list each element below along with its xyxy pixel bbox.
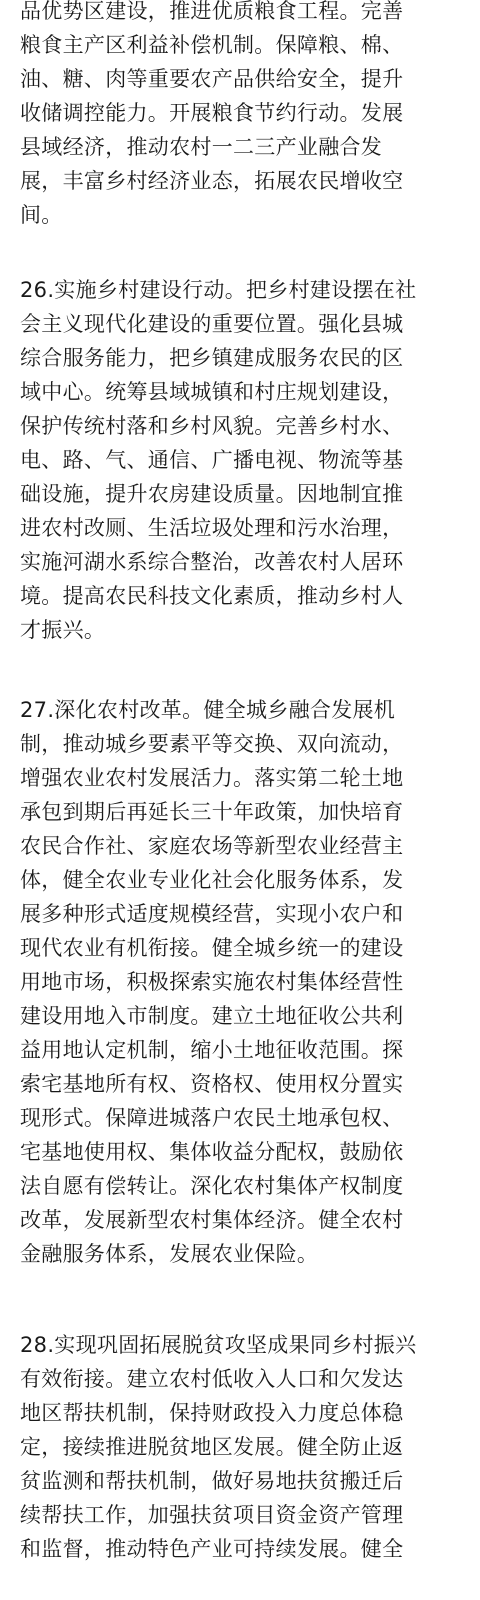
text-line: 现形式。保障进城落户农民土地承包权、: [20, 1106, 404, 1130]
text-line: 现代农业有机衔接。健全城乡统一的建设: [20, 936, 404, 960]
text-line: 承包到期后再延长三十年政策，加快培育: [20, 800, 404, 824]
text-line: 展，丰富乡村经济业态，拓展农民增收空: [20, 169, 404, 193]
text-line: 农民合作社、家庭农场等新型农业经营主: [20, 834, 404, 858]
text-line: 金融服务体系，发展农业保险。: [20, 1242, 319, 1266]
text-line: 展多种形式适度规模经营，实现小农户和: [20, 902, 404, 926]
text-line: 实施河湖水系综合整治，改善农村人居环: [20, 550, 404, 574]
paragraph-item-26-rural-construction: [20, 273, 460, 647]
text-line: 宅基地使用权、集体收益分配权，鼓励依: [20, 1140, 404, 1164]
text-line: 用地市场，积极探索实施农村集体经营性: [20, 970, 404, 994]
text-line: 法自愿有偿转让。深化农村集体产权制度: [20, 1174, 404, 1198]
text-line: 改革，发展新型农村集体经济。健全农村: [20, 1208, 404, 1232]
paragraph-item-27-rural-reform: [20, 693, 460, 1271]
text-line: 县域经济，推动农村一二三产业融合发: [20, 135, 383, 159]
text-line: 增强农业农村发展活力。落实第二轮土地: [20, 766, 404, 790]
text-line: 才振兴。: [20, 618, 106, 642]
text-line: 贫监测和帮扶机制，做好易地扶贫搬迁后: [20, 1469, 404, 1493]
text-line: 油、糖、肉等重要农产品供给安全，提升: [20, 67, 404, 91]
text-line: 索宅基地所有权、资格权、使用权分置实: [20, 1072, 404, 1096]
text-line: 制，推动城乡要素平等交换、双向流动，: [20, 732, 404, 756]
text-line: 保护传统村落和乡村风貌。完善乡村水、: [20, 414, 404, 438]
text-line: 28.实现巩固拓展脱贫攻坚成果同乡村振兴: [20, 1333, 417, 1357]
text-line: 益用地认定机制，缩小土地征收范围。探: [20, 1038, 404, 1062]
text-line: 域中心。统筹县域城镇和村庄规划建设，: [20, 380, 404, 404]
text-line: 定，接续推进脱贫地区发展。健全防止返: [20, 1435, 404, 1459]
text-line: 电、路、气、通信、广播电视、物流等基: [20, 448, 404, 472]
text-line: 品优势区建设，推进优质粮食工程。完善: [20, 0, 404, 23]
text-line: 27.深化农村改革。健全城乡融合发展机: [20, 698, 396, 722]
text-line: 会主义现代化建设的重要位置。强化县城: [20, 312, 404, 336]
text-line: 收储调控能力。开展粮食节约行动。发展: [20, 101, 404, 125]
text-line: 地区帮扶机制，保持财政投入力度总体稳: [20, 1401, 404, 1425]
text-line: 体，健全农业专业化社会化服务体系，发: [20, 868, 404, 892]
text-line: 进农村改厕、生活垃圾处理和污水治理，: [20, 516, 404, 540]
text-line: 有效衔接。建立农村低收入人口和欠发达: [20, 1367, 404, 1391]
text-line: 综合服务能力，把乡镇建成服务农民的区: [20, 346, 404, 370]
paragraph-grain-and-county-economy: [20, 0, 460, 232]
text-line: 粮食主产区利益补偿机制。保障粮、棉、: [20, 33, 404, 57]
text-line: 间。: [20, 203, 63, 227]
text-line: 境。提高农民科技文化素质，推动乡村人: [20, 584, 404, 608]
text-line: 础设施，提升农房建设质量。因地制宜推: [20, 482, 404, 506]
text-line: 和监督，推动特色产业可持续发展。健全: [20, 1537, 404, 1561]
text-line: 建设用地入市制度。建立土地征收公共利: [20, 1004, 404, 1028]
text-line: 26.实施乡村建设行动。把乡村建设摆在社: [20, 278, 417, 302]
paragraph-item-28-poverty-alleviation: [20, 1328, 460, 1566]
text-line: 续帮扶工作，加强扶贫项目资金资产管理: [20, 1503, 404, 1527]
